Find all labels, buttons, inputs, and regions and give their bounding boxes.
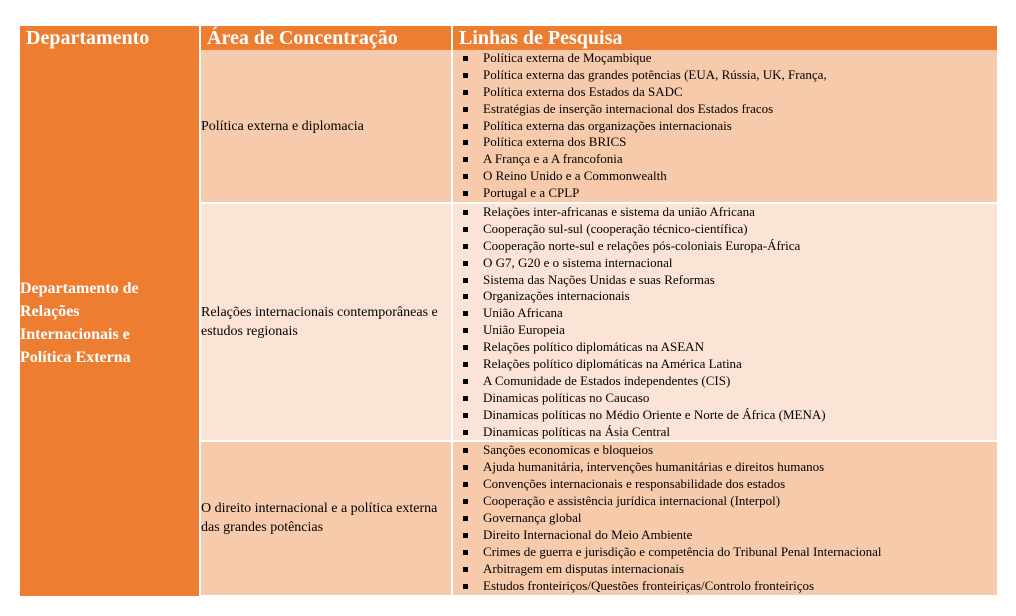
research-line-item — [463, 493, 997, 510]
research-line-text: Direito Internacional do Meio Ambiente — [483, 526, 693, 542]
square-bullet-icon — [463, 90, 468, 95]
research-line-text: Cooperação e assistência jurídica internacional (Interpol) — [483, 493, 781, 509]
research-line-item — [463, 544, 997, 561]
research-line-item — [463, 272, 997, 289]
research-line-item — [463, 238, 997, 255]
header-lines: Linhas de Pesquisa — [452, 26, 997, 50]
lines-cell — [452, 50, 997, 203]
square-bullet-icon — [463, 210, 468, 215]
research-line-item — [463, 373, 997, 390]
research-line-item — [463, 168, 997, 185]
square-bullet-icon — [463, 379, 468, 384]
square-bullet-icon — [463, 362, 468, 367]
square-bullet-icon — [463, 550, 468, 555]
research-line-item — [463, 322, 997, 339]
square-bullet-icon — [463, 73, 468, 78]
research-line-text: Estratégias de inserção internacional dos Estados fracos — [483, 100, 774, 116]
research-line-item — [463, 151, 997, 168]
research-line-text: Crimes de guerra e jurisdição e competência do Tribunal Penal Internacional — [483, 543, 882, 559]
research-line-item — [463, 288, 997, 305]
square-bullet-icon — [463, 244, 468, 249]
research-line-text: Política externa das grandes potências (EUA, Rússia, UK, França, — [483, 66, 827, 82]
research-line-item — [463, 390, 997, 407]
research-line-text: Ajuda humanitária, intervenções humanitárias e direitos humanos — [483, 459, 825, 475]
lines-cell — [452, 441, 997, 595]
square-bullet-icon — [463, 311, 468, 316]
square-bullet-icon — [463, 140, 468, 145]
research-line-item — [463, 134, 997, 151]
research-lines-table — [20, 26, 997, 597]
research-line-item — [463, 84, 997, 101]
square-bullet-icon — [463, 124, 468, 129]
department-name-line: Relações — [20, 302, 80, 320]
square-bullet-icon — [463, 56, 468, 61]
research-line-text: Estudos fronteiriços/Questões fronteiriças/Controlo fronteiriços — [483, 577, 815, 593]
square-bullet-icon — [463, 465, 468, 470]
research-line-text: A Comunidade de Estados independentes (CIS) — [483, 372, 731, 388]
square-bullet-icon — [463, 261, 468, 266]
research-line-text: Cooperação norte-sul e relações pós-coloniais Europa-África — [483, 237, 801, 253]
research-line-text: Sanções economicas e bloqueios — [483, 442, 654, 458]
lines-cell — [452, 203, 997, 441]
square-bullet-icon — [463, 174, 468, 179]
research-line-item — [463, 118, 997, 135]
area-cell: O direito internacional e a política externa das grandes potências — [200, 441, 452, 595]
research-line-item — [463, 255, 997, 272]
research-line-item — [463, 459, 997, 476]
department-name-line: Departamento de — [20, 279, 139, 297]
research-line-item — [463, 339, 997, 356]
research-line-text: Relações político diplomáticas na ASEAN — [483, 339, 704, 355]
research-line-item — [463, 510, 997, 527]
research-line-text: União Africana — [483, 305, 563, 321]
research-line-text: Política externa dos BRICS — [483, 134, 627, 150]
research-line-item — [463, 476, 997, 493]
square-bullet-icon — [463, 482, 468, 487]
header-area: Área de Concentração — [200, 26, 452, 50]
research-line-text: Arbitragem em disputas internacionais — [483, 560, 685, 576]
research-line-item — [463, 305, 997, 322]
research-line-item — [463, 185, 997, 202]
square-bullet-icon — [463, 294, 468, 299]
department-name-line: Internacionais e — [20, 325, 130, 343]
square-bullet-icon — [463, 328, 468, 333]
square-bullet-icon — [463, 227, 468, 232]
square-bullet-icon — [463, 157, 468, 162]
research-line-text: Política externa de Moçambique — [483, 50, 652, 65]
research-line-item — [463, 407, 997, 424]
research-line-text: Política externa das organizações internacionais — [483, 117, 732, 133]
research-line-text: Política externa dos Estados da SADC — [483, 83, 683, 99]
area-cell: Política externa e diplomacia — [200, 50, 452, 203]
square-bullet-icon — [463, 413, 468, 418]
research-lines-list — [453, 204, 997, 440]
square-bullet-icon — [463, 533, 468, 538]
department-cell — [20, 50, 200, 596]
square-bullet-icon — [463, 567, 468, 572]
research-line-text: O G7, G20 e o sistema internacional — [483, 254, 673, 270]
square-bullet-icon — [463, 448, 468, 453]
research-lines-list — [453, 442, 997, 594]
research-line-text: Governança global — [483, 510, 582, 526]
research-lines-list — [453, 50, 997, 202]
research-line-text: A França e a A francofonia — [483, 151, 623, 167]
research-line-item — [463, 221, 997, 238]
research-line-text: Cooperação sul-sul (cooperação técnico-científica) — [483, 220, 748, 236]
research-line-item — [463, 204, 997, 221]
research-line-text: Dinamicas políticas no Médio Oriente e Norte de África (MENA) — [483, 406, 826, 422]
research-line-item — [463, 101, 997, 118]
table-row — [20, 50, 997, 203]
research-line-item — [463, 578, 997, 595]
research-line-text: Convenções internacionais e responsabilidade dos estados — [483, 476, 786, 492]
research-line-item — [463, 561, 997, 578]
research-line-text: Relações inter-africanas e sistema da união Africana — [483, 204, 755, 220]
square-bullet-icon — [463, 516, 468, 521]
area-cell: Relações internacionais contemporâneas e estudos regionais — [200, 203, 452, 441]
research-line-text: Dinamicas políticas na Ásia Central — [483, 423, 671, 439]
square-bullet-icon — [463, 345, 468, 350]
square-bullet-icon — [463, 191, 468, 196]
square-bullet-icon — [463, 499, 468, 504]
square-bullet-icon — [463, 430, 468, 435]
research-line-text: União Europeia — [483, 322, 565, 338]
research-line-item — [463, 50, 997, 67]
square-bullet-icon — [463, 396, 468, 401]
research-line-item — [463, 424, 997, 441]
research-line-text: Relações político diplomáticas na América Latina — [483, 356, 742, 372]
research-line-item — [463, 442, 997, 459]
square-bullet-icon — [463, 584, 468, 589]
table-header-row — [20, 26, 997, 50]
square-bullet-icon — [463, 107, 468, 112]
research-line-text: Organizações internacionais — [483, 288, 630, 304]
square-bullet-icon — [463, 278, 468, 283]
department-name-line: Política Externa — [20, 348, 131, 366]
header-department: Departamento — [20, 26, 200, 50]
research-line-text: Sistema das Nações Unidas e suas Reformas — [483, 271, 715, 287]
research-line-item — [463, 527, 997, 544]
research-line-text: Dinamicas políticas no Caucaso — [483, 389, 650, 405]
research-line-item — [463, 356, 997, 373]
research-line-item — [463, 67, 997, 84]
research-line-text: Portugal e a CPLP — [483, 185, 580, 201]
research-line-text: O Reino Unido e a Commonwealth — [483, 168, 667, 184]
